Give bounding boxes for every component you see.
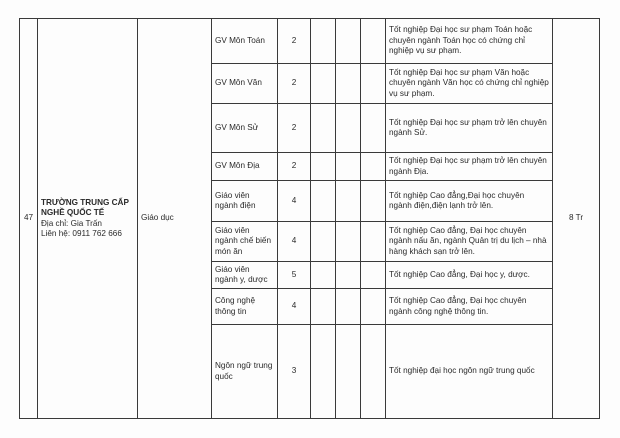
field-cell: Giáo dục	[138, 19, 212, 419]
empty-cell	[361, 222, 386, 262]
table-row	[20, 19, 600, 64]
empty-cell	[311, 64, 336, 104]
position-count: 2	[278, 19, 311, 64]
position-requirement: Tốt nghiệp Cao đẳng, Đại học chuyên ngành nấu ăn, ngành Quản trị du lịch – nhà hàng khách sạn trở lên.	[386, 222, 553, 262]
empty-cell	[311, 289, 336, 325]
empty-cell	[361, 19, 386, 64]
position-title: Giáo viên ngành điện	[212, 181, 278, 222]
empty-cell	[361, 104, 386, 153]
position-requirement: Tốt nghiệp Cao đẳng,Đại học chuyên ngành điện,điện lạnh trở lên.	[386, 181, 553, 222]
position-title: Giáo viên ngành y, dược	[212, 262, 278, 289]
empty-cell	[361, 153, 386, 181]
position-requirement: Tốt nghiệp Đại học sư phạm trở lên chuyên ngành Sử.	[386, 104, 553, 153]
salary-cell: 8 Tr	[553, 19, 600, 419]
position-count: 4	[278, 289, 311, 325]
empty-cell	[311, 19, 336, 64]
empty-cell	[311, 325, 336, 419]
position-count: 5	[278, 262, 311, 289]
position-requirement: Tốt nghiệp đại học ngôn ngữ trung quốc	[386, 325, 553, 419]
position-requirement: Tốt nghiệp Đại học sư phạm Toán hoặc chuyên ngành Toán học có chứng chỉ nghiệp vụ sư phạm.	[386, 19, 553, 64]
empty-cell	[336, 19, 361, 64]
row-number: 47	[20, 19, 38, 419]
position-requirement: Tốt nghiệp Đại học sư phạm trở lên chuyên ngành Địa.	[386, 153, 553, 181]
position-title: GV Môn Địa	[212, 153, 278, 181]
empty-cell	[311, 153, 336, 181]
position-title: Công nghệ thông tin	[212, 289, 278, 325]
empty-cell	[336, 153, 361, 181]
position-count: 4	[278, 222, 311, 262]
empty-cell	[361, 64, 386, 104]
empty-cell	[311, 104, 336, 153]
empty-cell	[311, 262, 336, 289]
empty-cell	[361, 289, 386, 325]
position-count: 2	[278, 104, 311, 153]
empty-cell	[336, 64, 361, 104]
position-title: GV Môn Sử	[212, 104, 278, 153]
position-count: 3	[278, 325, 311, 419]
school-info	[38, 19, 138, 419]
recruitment-table	[19, 18, 600, 419]
position-count: 2	[278, 153, 311, 181]
empty-cell	[311, 181, 336, 222]
empty-cell	[336, 181, 361, 222]
position-title: GV Môn Văn	[212, 64, 278, 104]
position-requirement: Tốt nghiệp Đại học sư phạm Văn hoặc chuyên ngành Văn học có chứng chỉ nghiệp vụ sư phạm.	[386, 64, 553, 104]
empty-cell	[336, 262, 361, 289]
school-contact: Liên hệ: 0911 762 666	[41, 228, 122, 238]
empty-cell	[336, 289, 361, 325]
position-requirement: Tốt nghiệp Cao đẳng, Đại học y, dược.	[386, 262, 553, 289]
position-count: 2	[278, 64, 311, 104]
position-title: GV Môn Toán	[212, 19, 278, 64]
position-title: Ngôn ngữ trung quốc	[212, 325, 278, 419]
position-count: 4	[278, 181, 311, 222]
empty-cell	[361, 325, 386, 419]
empty-cell	[311, 222, 336, 262]
empty-cell	[336, 104, 361, 153]
empty-cell	[361, 262, 386, 289]
empty-cell	[361, 181, 386, 222]
school-name: TRƯỜNG TRUNG CẤP NGHỀ QUỐC TẾ	[41, 197, 129, 218]
position-title: Giáo viên ngành chế biến món ăn	[212, 222, 278, 262]
empty-cell	[336, 325, 361, 419]
position-requirement: Tốt nghiệp Cao đẳng, Đại học chuyên ngành công nghệ thông tin.	[386, 289, 553, 325]
empty-cell	[336, 222, 361, 262]
school-address: Địa chỉ: Gia Trấn	[41, 218, 102, 228]
